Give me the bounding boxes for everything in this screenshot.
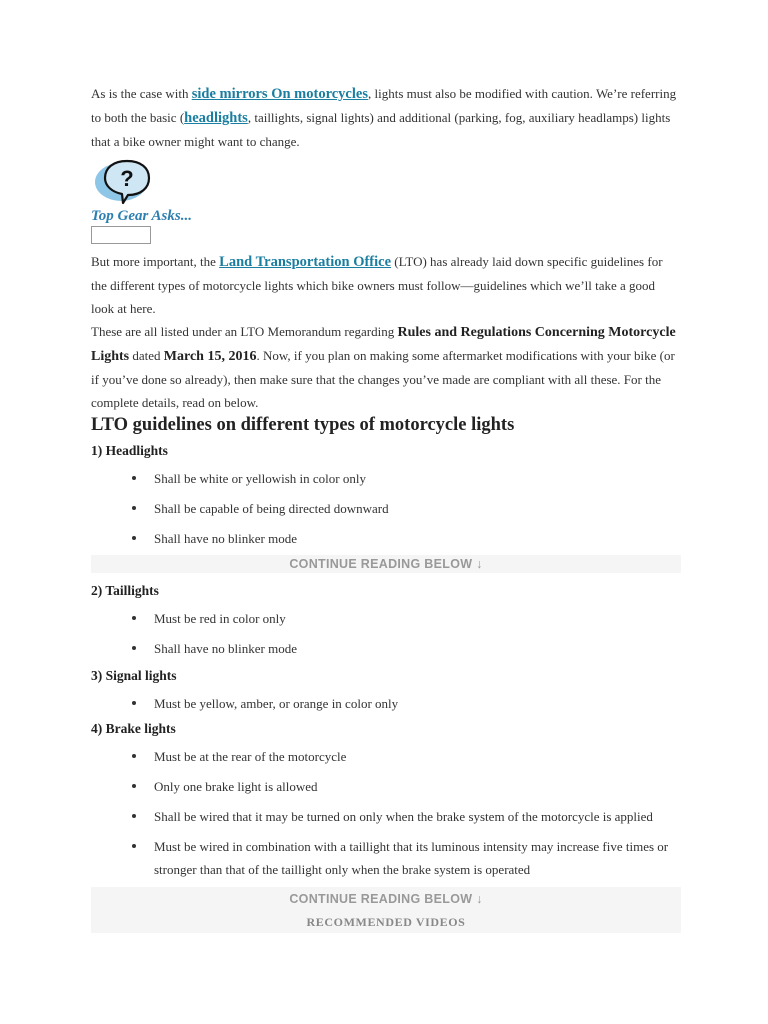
list-item: Shall have no blinker mode xyxy=(91,524,681,554)
list-item: Must be red in color only xyxy=(91,604,681,634)
section-title-taillights: 2) Taillights xyxy=(91,583,159,598)
list-item: Must be at the rear of the motorcycle xyxy=(91,742,681,772)
top-gear-asks-label: Top Gear Asks... xyxy=(91,208,192,224)
memo-text-3: . Now, if you plan on making some aftermarket modifications with your bike (or if you’ve done so already), then make sure that the changes you’ve made are compliant with all these. For the complete details, read on below. xyxy=(91,348,675,410)
list-item: Shall be white or yellowish in color only xyxy=(91,464,681,494)
list-item: Must be wired in combination with a taillight that its luminous intensity may increase five times or stronger than that of the taillight only when the brake system is operated xyxy=(91,832,681,885)
intro-text-1: As is the case with xyxy=(91,86,192,101)
brake-lights-list xyxy=(91,742,681,885)
memo-title: Rules and Regulations Concerning Motorcycle Lights xyxy=(91,325,676,364)
continue-reading-label: CONTINUE READING BELOW ↓ xyxy=(289,557,483,571)
side-mirrors-link[interactable]: side mirrors On motorcycles xyxy=(191,86,368,102)
signal-lights-list xyxy=(91,689,681,719)
lto-paragraph xyxy=(91,250,681,320)
recommended-videos-label: RECOMMENDED VIDEOS xyxy=(306,915,466,929)
guidelines-heading: LTO guidelines on different types of motorcycle lights xyxy=(91,415,515,435)
section-title-signal-lights: 3) Signal lights xyxy=(91,668,177,683)
taillights-list xyxy=(91,604,681,664)
headlights-list xyxy=(91,464,681,554)
continue-reading-label: CONTINUE READING BELOW ↓ xyxy=(289,892,483,906)
headlights-link[interactable]: headlights xyxy=(184,110,248,126)
article xyxy=(91,80,681,933)
section-title-brake-lights: 4) Brake lights xyxy=(91,721,176,736)
continue-reading-recommended-band[interactable] xyxy=(91,887,681,933)
ask-input[interactable] xyxy=(91,226,151,244)
section-title-headlights: 1) Headlights xyxy=(91,443,168,458)
continue-reading-band[interactable] xyxy=(91,555,681,573)
list-item: Only one brake light is allowed xyxy=(91,772,681,802)
lto-text-1: But more important, the xyxy=(91,254,220,269)
intro-paragraph xyxy=(91,82,681,153)
memorandum-paragraph xyxy=(91,320,681,414)
list-item: Shall be wired that it may be turned on only when the brake system of the motorcycle is applied xyxy=(91,802,681,832)
question-bubble-icon xyxy=(91,157,161,207)
lto-link[interactable]: Land Transportation Office xyxy=(219,254,392,270)
list-item: Must be yellow, amber, or orange in color only xyxy=(91,689,681,719)
list-item: Shall have no blinker mode xyxy=(91,634,681,664)
svg-text:?: ? xyxy=(120,166,134,191)
memo-date: March 15, 2016 xyxy=(163,349,257,364)
memo-text-2: dated xyxy=(129,348,164,363)
lto-text-2: (LTO) has already laid down specific guidelines for the different types of motorcycle lights which bike owners must follow—guidelines which we’ll take a good look at here. xyxy=(91,254,663,316)
intro-text-2: , lights must also be modified with caution. We’re referring to both the basic ( xyxy=(91,86,677,125)
list-item: Shall be capable of being directed downward xyxy=(91,494,681,524)
intro-text-3: , taillights, signal lights) and additional (parking, fog, auxiliary headlamps) lights that a bike owner might want to change. xyxy=(91,110,671,149)
memo-text-1: These are all listed under an LTO Memorandum regarding xyxy=(91,324,398,339)
